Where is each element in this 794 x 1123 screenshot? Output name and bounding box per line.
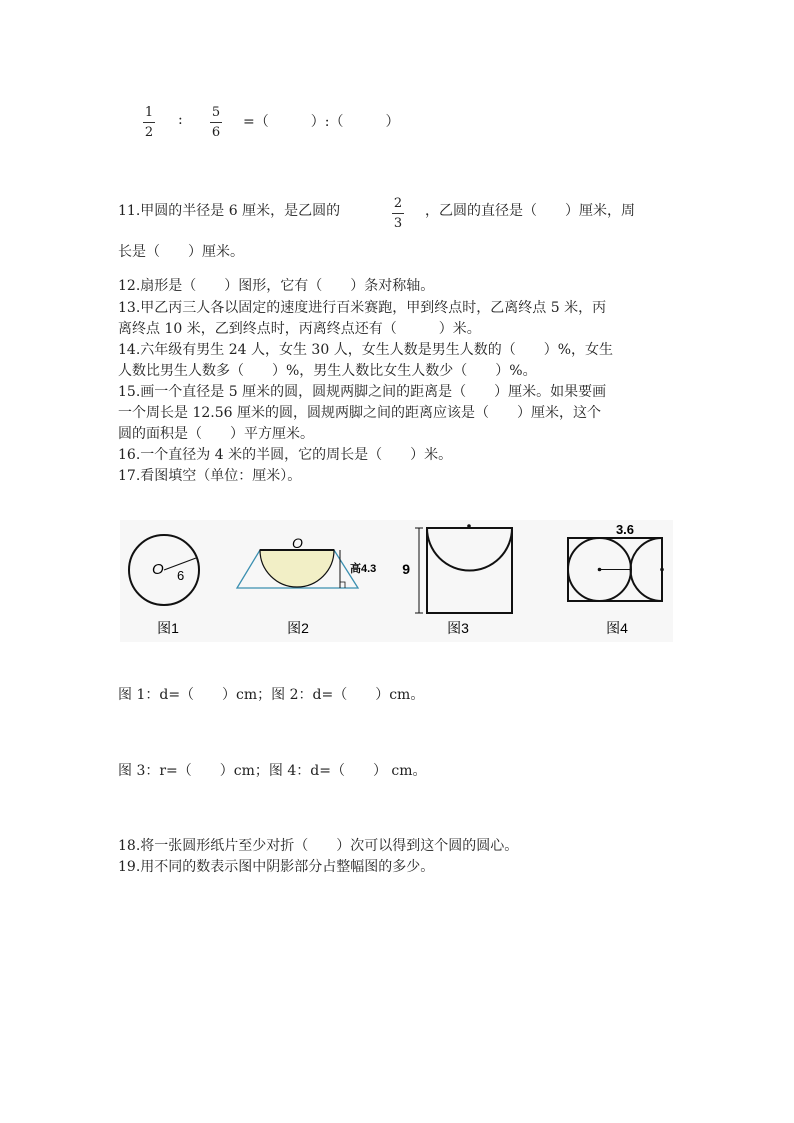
q18-text: 18.将一张圆形纸片至少对折（ ）次可以得到这个圆的圆心。 xyxy=(118,838,519,854)
fraction-five-sixths xyxy=(210,105,222,140)
q13-line1: 13.甲乙丙三人各以固定的速度进行百米赛跑，甲到终点时，乙离终点 5 米，丙 xyxy=(118,300,607,316)
q15-line3: 圆的面积是（ ）平方厘米。 xyxy=(118,426,314,442)
fig3-center-dot xyxy=(467,524,471,528)
q13-line2: 离终点 10 米，乙到终点时，丙离终点还有（ ）米。 xyxy=(118,321,481,337)
fill-line-1: 图 1：d=（ ）cm；图 2：d=（ ）cm。 xyxy=(118,687,425,703)
fig3-semicircle xyxy=(427,528,512,571)
q14-line1: 14.六年级有男生 24 人，女生 30 人，女生人数是男生人数的（ ）%，女生 xyxy=(118,342,613,358)
q12-text: 12.扇形是（ ）图形，它有（ ）条对称轴。 xyxy=(118,278,435,294)
fraction-numerator: 1 xyxy=(144,105,154,120)
q15-line2: 一个周长是 12.56 厘米的圆，圆规两脚之间的距离应该是（ ）厘米，这个 xyxy=(118,405,601,421)
ratio-colon: : xyxy=(178,112,183,128)
fill-line-2: 图 3：r=（ ）cm；图 4：d=（ ） cm。 xyxy=(118,763,427,779)
fig1-circle-diagram xyxy=(129,535,199,605)
q11-line2: 长是（ ）厘米。 xyxy=(118,244,244,260)
fraction-denominator: 3 xyxy=(393,216,403,231)
figures-svg xyxy=(120,520,673,642)
fig2-semicircle xyxy=(260,550,334,587)
fig2-caption: 图2 xyxy=(287,620,309,636)
fig2-right-angle-mark xyxy=(340,582,345,588)
fig2-height-label: 高4.3 xyxy=(350,563,377,575)
fig4-rectangle-diagram xyxy=(568,522,664,601)
fraction-numerator: 5 xyxy=(211,105,221,120)
fraction-numerator: 2 xyxy=(393,196,403,211)
fraction-denominator: 2 xyxy=(144,125,154,140)
q16-text: 16.一个直径为 4 米的半圆，它的周长是（ ）米。 xyxy=(118,447,453,463)
fig4-center-dot xyxy=(598,568,602,572)
fig1-radius-label: 6 xyxy=(177,568,185,583)
fig4-edge-dot xyxy=(660,568,664,572)
fraction-denominator: 6 xyxy=(211,125,221,140)
q14-line2: 人数比男生人数多（ ）%，男生人数比女生人数少（ ）%。 xyxy=(118,363,537,379)
q19-text: 19.用不同的数表示图中阴影部分占整幅图的多少。 xyxy=(118,859,435,875)
q11-part2: ，乙圆的直径是（ ）厘米，周 xyxy=(425,203,635,219)
fig3-square-diagram xyxy=(402,524,512,613)
fig4-semicircle xyxy=(631,538,663,601)
fig3-caption: 图3 xyxy=(447,620,469,636)
fig4-caption: 图4 xyxy=(606,620,628,636)
fig2-center-label: O xyxy=(292,535,303,551)
q11-part1: 11.甲圆的半径是 6 厘米，是乙圆的 xyxy=(118,203,341,219)
q17-text: 17.看图填空（单位：厘米）。 xyxy=(118,468,302,484)
fig1-caption: 图1 xyxy=(157,620,179,636)
fig2-trapezoid-diagram xyxy=(237,535,376,588)
figures-panel xyxy=(120,520,673,642)
fig3-side-label: 9 xyxy=(402,561,410,577)
fig1-center-label: O xyxy=(152,561,164,578)
fig4-top-label: 3.6 xyxy=(615,522,635,537)
ratio-blanks: =（ ）:（ ） xyxy=(243,114,400,130)
fraction-two-thirds xyxy=(392,196,404,231)
fraction-one-half xyxy=(143,105,155,140)
q15-line1: 15.画一个直径是 5 厘米的圆，圆规两脚之间的距离是（ ）厘米。如果要画 xyxy=(118,384,607,400)
